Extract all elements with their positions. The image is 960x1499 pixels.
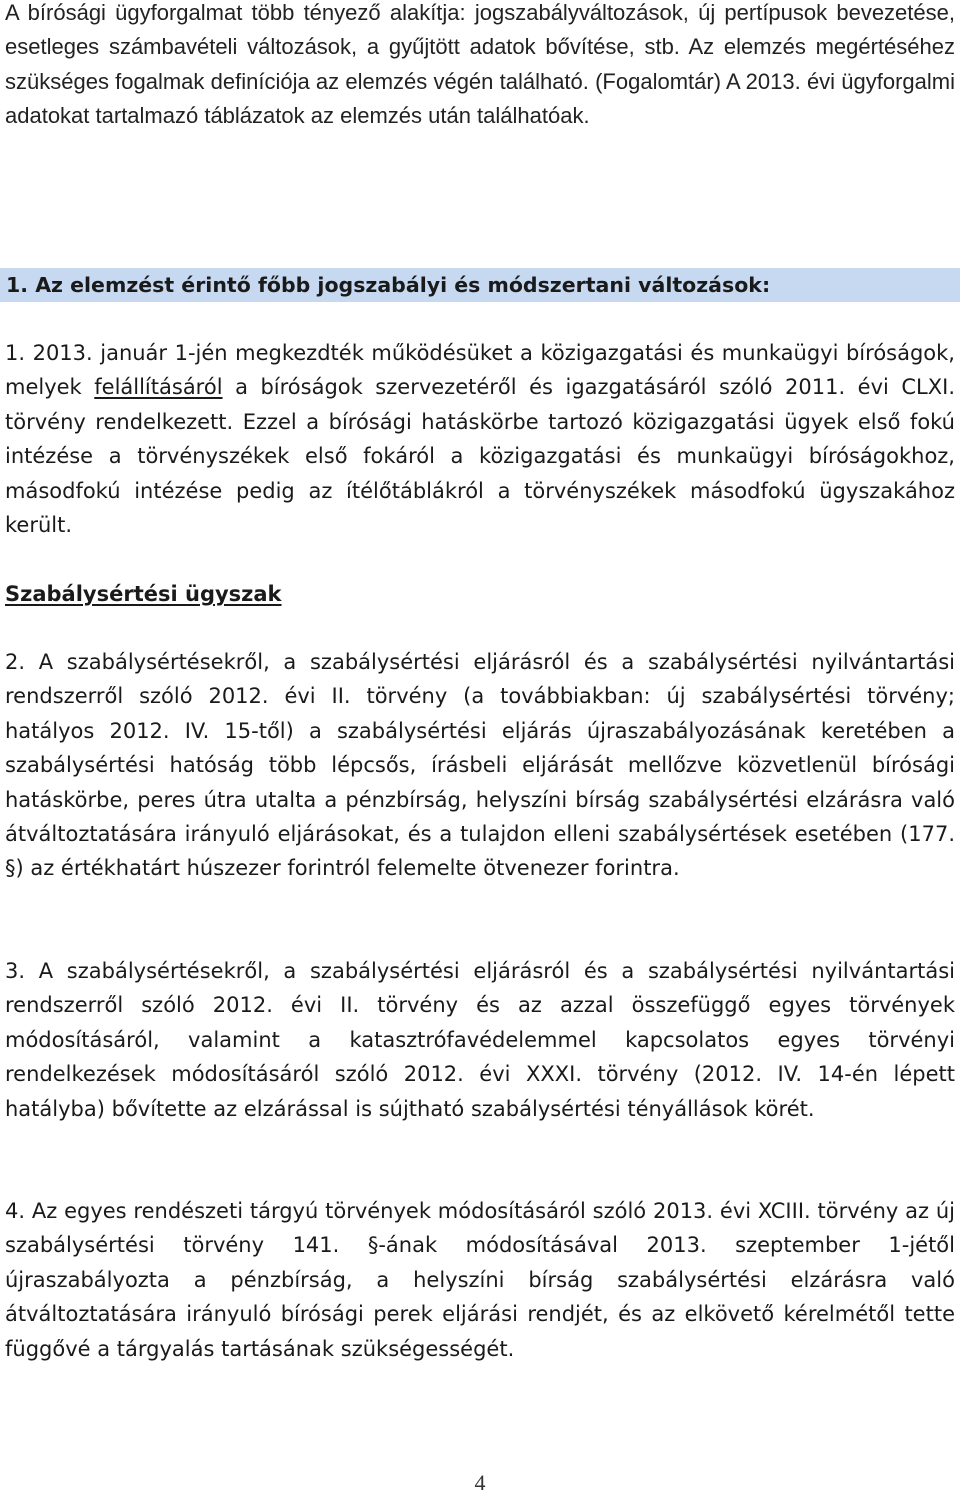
paragraph-1-text-a: 1. 2013. január 1-jén megkezdték működésüket a közigazgatási és munkaügyi bíróságok, melyek xyxy=(5,341,955,400)
paragraph-1 xyxy=(5,336,955,542)
subheading-szabalysertesi: Szabálysértési ügyszak xyxy=(5,582,282,606)
section-heading-bar xyxy=(0,268,960,302)
section-heading: 1. Az elemzést érintő főbb jogszabályi és módszertani változások: xyxy=(6,273,771,297)
paragraph-3: 3. A szabálysértésekről, a szabálysértési eljárásról és a szabálysértési nyilvántartási rendszerről szóló 2012. évi II. törvény és az azzal összefüggő egyes törvények módosításáról, valamint a katasztrófavédelemmel kapcsolatos egyes törvényi rendelkezések módosításáról szóló 2012. évi XXXI. törvény (2012. IV. 14-én lépett hatályba) bővítette az elzárással is sújtható szabálysértési tényállások körét. xyxy=(5,959,955,1121)
paragraph-1-text-b: a bíróságok szervezetéről és igazgatásáról szóló 2011. évi CLXI. törvény rendelkezett. Ezzel a bírósági hatáskörbe tartozó közigazgatási ügyek első fokú intézése a törvényszékek első fokáról a közigazgatási és munkaügyi bíróságokhoz, másodfokú intézése pedig az ítélőtáblákról a törvényszékek másodfokú ügyszakához került. xyxy=(5,375,955,538)
paragraph-4: 4. Az egyes rendészeti tárgyú törvények módosításáról szóló 2013. évi XCIII. törvény az új szabálysértési törvény 141. §-ának módosításával 2013. szeptember 1-jétől újraszabályozta a pénzbírság, a helyszíni bírság szabálysértési elzárásra való átváltoztatására irányuló bírósági perek eljárási rendjét, és az elkövető kérelmétől tette függővé a tárgyalás tartásának szükségességét. xyxy=(5,1199,955,1361)
paragraph-1-underlined: felállításáról xyxy=(94,375,223,400)
page-number: 4 xyxy=(474,1470,486,1495)
intro-paragraph: A bírósági ügyforgalmat több tényező alakítja: jogszabályváltozások, új pertípusok bevezetése, esetleges számbavételi változások, a gyűjtött adatok bővítése, stb. Az elemzés megértéséhez szükséges fogalmak definíciója az elemzés végén található. (Fogalomtár) A 2013. évi ügyforgalmi adatokat tartalmazó táblázatok az elemzés után találhatóak. xyxy=(5,0,955,129)
paragraph-2: 2. A szabálysértésekről, a szabálysértési eljárásról és a szabálysértési nyilvántartási rendszerről szóló 2012. évi II. törvény (a továbbiakban: új szabálysértési törvény; hatályos 2012. IV. 15-től) a szabálysértési eljárás újraszabályozásának keretében a szabálysértési hatóság több lépcsős, írásbeli eljárását mellőzve közvetlenül bírósági hatáskörbe, peres útra utalta a pénzbírság, helyszíni bírság szabálysértési elzárásra való átváltoztatására irányuló eljárásokat, és a tulajdon elleni szabálysértések esetében (177. §) az értékhatárt húszezer forintról felemelte ötvenezer forintra. xyxy=(5,650,955,881)
